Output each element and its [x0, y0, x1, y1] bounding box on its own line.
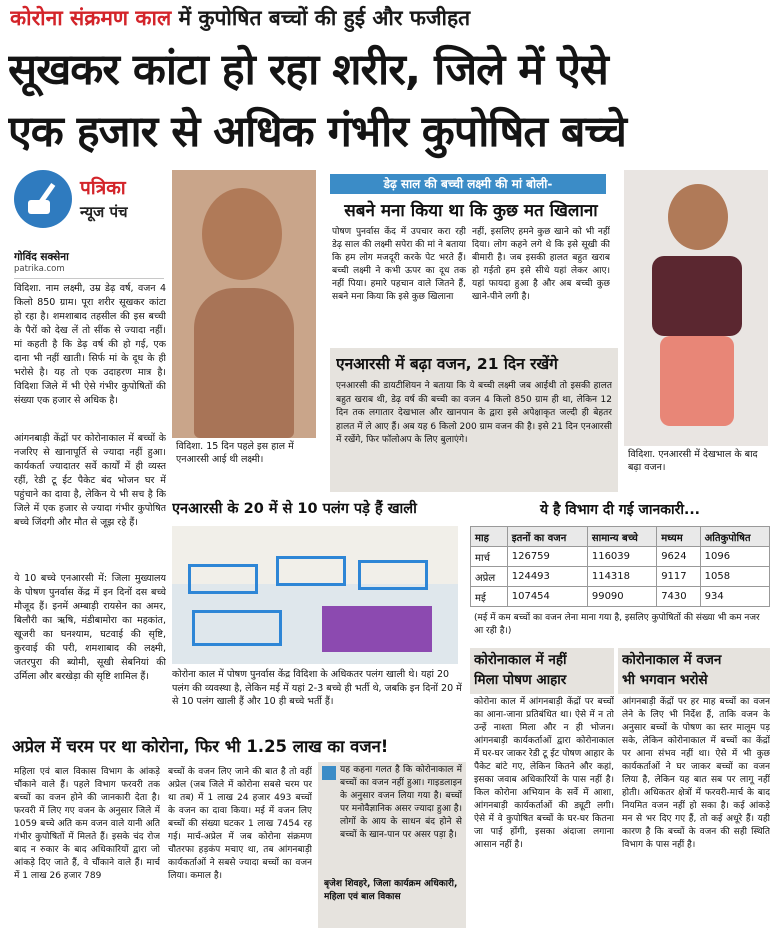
kicker-rest: में कुपोषित बच्चों की हुई और फजीहत	[178, 6, 471, 30]
noration-title-2: मिला पोषण आहार	[474, 672, 567, 688]
table-row	[471, 587, 770, 607]
byline-author: गोविंद सक्सेना	[14, 251, 69, 263]
quote-text: यह कहना गलत है कि कोरोनाकाल में बच्चों का वजन नहीं हुआ। गाइडलाइन के अनुसार वजन लिया गया है। बच्चों पर मनोवैज्ञानिक असर ज्यादा हुआ है। लोगों के आय के साधन बंद होने से बच्चों के खान-पान पर असर पड़ा है।	[340, 765, 462, 840]
quote-byline: बृजेश शिवहरे, जिला कार्यक्रम अधिकारी, महिला एवं बाल विकास	[324, 879, 458, 902]
stats-cell: मार्च	[471, 547, 508, 567]
weight-title-2: भी भगवान भरोसे	[622, 672, 708, 688]
stats-cell: 9117	[657, 567, 700, 587]
stats-table	[470, 526, 770, 607]
stats-cell: 126759	[507, 547, 587, 567]
headline-line2: एक हजार से अधिक गंभीर कुपोषित बच्चे	[8, 107, 626, 157]
mother-text-right: नहीं, इसलिए हमने कुछ खाने को भी नहीं दिया। लोग कहने लगे थे कि इसे सूखी की बीमारी है। जब इसकी हालत बहुत खराब हो गईतो हम इसे सीधे यहां लेकर आए। यहां फायदा हुआ है और अब बच्ची कुछ खाने-पीने लगी है।	[472, 227, 610, 302]
stats-cell: 1058	[700, 567, 769, 587]
mother-band: डेढ़ साल की बच्ची लक्ष्मी की मां बोली-	[330, 174, 606, 194]
kicker-red: कोरोना संक्रमण काल	[10, 6, 172, 30]
weight-body: आंगनबाड़ी केंद्रों पर हर माह बच्चों का वजन लेने के लिए भी निर्देश हैं, ताकि वजन के अनुसार बच्चों के पोषण का स्तर मालूम पड़ सके, लेकिन कोरोनाकाल में बच्चों का केंद्रों पर आना संभव नहीं था। ऐसे में भी कुछ कार्यकर्ताओं ने घर जाकर बच्चों का वजन लिया है, लेकिन यह बात सब पर लागू नहीं होती। अधिकतर क्षेत्रों में फरवरी-मार्च के बाद नियमित वजन नहीं हो सका है। कई आंकड़े मन से भर दिए गए हैं, तो कई अधूरे हैं। यही कारण है कि बच्चों के वजन की सही स्थिति विभाग के पास नहीं है।	[622, 697, 770, 850]
child2-shirt-shape	[652, 256, 742, 336]
mother-title: सबने मना किया था कि कुछ मत खिलाना	[344, 201, 598, 221]
stats-cell: 9624	[657, 547, 700, 567]
nrc-body: एनआरसी की डायटीशियन ने बताया कि ये बच्ची लक्ष्मी जब आईथी तो इसकी हालत बहुत खराब थी, डेढ़ वर्ष की बच्ची का वजन 4 किलो 850 ग्राम ही था, लेकिन 12 दिन तक लगातार देखभाल और खानपान के द्वारा इसे अपेक्षाकृत जल्दी ही बेहतर हालत में ले आए हैं। अब यह 6 किलो 200 ग्राम वजन की है। इसे 21 दिन एनआरसी में रखेंगे, फिर फॉलोअप के लिए बुलाएंगे।	[336, 381, 612, 445]
photo1-caption: विदिशा. 15 दिन पहले इस हाल में एनआरसी आई थी लक्ष्मी।	[176, 441, 294, 465]
fist-pen-icon	[14, 170, 72, 228]
peak-col-a: महिला एवं बाल विकास विभाग के आंकड़े चौंकाने वाले हैं। पहले विभाग फरवरी तक बच्चों का वजन होने की जानकारी देता है। फरवरी में लिए गए वजन के अनुसार जिले में 1059 बच्चे अति कम वजन वाले यानी अति गंभीर कुपोषितों में मिलते हैं। इसके चंद रोज बाद न रुकार के बाद अधिकारियों द्वारा जो आंकड़े दिए जाते हैं, वे चौंकाने वाले हैं। मार्च में 1 लाख 26 हजार 789	[14, 767, 160, 881]
headline-line1: सूखकर कांटा हो रहा शरीर, जिले में ऐसे	[8, 45, 608, 95]
stats-cell: 116039	[587, 547, 656, 567]
byline-site: patrika.com	[14, 264, 65, 274]
stats-cell: 934	[700, 587, 769, 607]
child-photo-after	[624, 170, 768, 446]
stats-note: (मई में कम बच्चों का वजन लेना माना गया है, इसलिए कुपोषितों की संख्या भी कम नजर आ रही है।)	[474, 613, 760, 636]
noration-title-1: कोरोनाकाल में नहीं	[474, 652, 567, 668]
kicker	[10, 4, 770, 40]
bed-shape	[188, 564, 258, 594]
stats-cell: 124493	[507, 567, 587, 587]
stats-header: सामान्य बच्चे	[587, 527, 656, 547]
stats-table-wrap	[470, 526, 770, 610]
mother-text-left: पोषण पुनर्वास केंद में उपचार करा रही डेढ़ साल की लक्ष्मी सपेरा की मां ने बताया कि हम लोग मजदूरी करके पेट भरते हैं। बच्ची लक्ष्मी ने कभी ऊपर का दूध तक नहीं पिया। हमारे पहचान वाले जितने हैं, सबने मना किया कि इसे कुछ खिलाना	[332, 227, 466, 302]
col1-para1: विदिशा. नाम लक्ष्मी, उम्र डेढ़ वर्ष, वजन 4 किलो 850 ग्राम। पूरा शरीर सूखकर कांटा हो रहा है। शमशाबाद तहसील की इस बच्ची के पैरों को देख लें तो सींक से ज्यादा नहीं। मां कहती है कि डेढ़ वर्ष की हो गई, एक दाना भी नहीं खाती। सिर्फ मां के दूध के ही भरोसे है। यह तो एक उदाहरण मात्र है। विदिशा जिले में भी ऐसे गंभीर कुपोषितों की संख्या एक हजार से अधिक है।	[14, 283, 166, 406]
stats-title: ये है विभाग दी गई जानकारी...	[540, 502, 700, 518]
stats-cell: अप्रेल	[471, 567, 508, 587]
floor-mat-shape	[322, 606, 432, 652]
stats-header: अतिकुपोषित	[700, 527, 769, 547]
bed-shape	[276, 556, 346, 586]
weight-title-1: कोरोनाकाल में वजन	[622, 652, 722, 668]
bed-shape	[358, 560, 428, 590]
beds-caption: कोरोना काल में पोषण पुनर्वास केंद्र विदिशा के अधिकतर पलंग खाली थे। यहां 20 पलंग की व्यवस्था है, लेकिन मई में यहां 2-3 बच्चे ही भर्ती थे, जबकि इन दिनों 20 में से 10 पलंग खाली हैं और 10 ही बच्चे भर्ती हैं।	[172, 669, 462, 707]
photo2-caption: विदिशा. एनआरसी में देखभाल के बाद बढ़ा वजन।	[628, 449, 758, 473]
child-face-shape	[202, 188, 282, 280]
col1-para3: ये 10 बच्चे एनआरसी में: जिला मुख्यालय के पोषण पुनर्वास केंद्र में इन दिनों दस बच्चे मौजूद हैं। इनमें अम्बाड़ी रायसेन का अमर, बिलौरी का ऋषि, मंडीबामोरा का महकांत, खूजरी का घनश्याम, घटवाई की सृष्टि, कुरवाई की परी, शमशाबाद की लक्ष्मी, जतरपुरा की ब्योमी, सूखी सेबनियां की उर्मिला और बरखेड़ा की सृष्टि शामिल हैं।	[14, 573, 166, 682]
quote-icon	[322, 766, 336, 780]
stats-header: मध्यम	[657, 527, 700, 547]
peak-col-b: बच्चों के वजन लिए जाने की बात है तो वहीं अप्रेल (जब जिले में कोरोना सबसे चरम पर था तब) में 1 लाख 24 हजार 493 बच्चों के वजन का दावा किया। मई में वजन लिए बच्चों की संख्या घटकर 1 लाख 7454 रह गई। मार्च-अप्रेल में जब कोरोना संक्रमण चौतरफा हड़कंप मचाए था, तब आंगनबाड़ी कार्यकर्ताओं ने सबसे ज्यादा बच्चों का वजन लिया। कमाल है।	[168, 767, 312, 881]
child-photo-before	[172, 170, 316, 438]
child2-pants-shape	[660, 336, 734, 426]
stats-cell: 107454	[507, 587, 587, 607]
stats-cell: 114318	[587, 567, 656, 587]
table-row	[471, 567, 770, 587]
peak-title: अप्रेल में चरम पर था कोरोना, फिर भी 1.25 लाख का वजन!	[12, 737, 389, 756]
stats-header: इतनों का वजन	[507, 527, 587, 547]
child2-face-shape	[668, 184, 728, 250]
child-body-shape	[194, 288, 294, 438]
bed-shape	[192, 610, 282, 646]
table-row	[471, 547, 770, 567]
stats-cell: 7430	[657, 587, 700, 607]
col1-para2: आंगनबाड़ी केंद्रों पर कोरोनाकाल में बच्चों के नजरिए से खानापूर्ति से ज्यादा नहीं हुआ। कार्यकर्ता ज्यादातर सर्वे कार्यों में ही व्यस्त रहीं, रेडी टू ईट पैकेट बंद भोजन घर में पहुंचाने का दावा है, लेकिन ये भी सच है कि जिले में एक हजार से ज्यादा गंभीर कुपोषित बच्चे जिंदगी और मौत से जूझ रहे हैं।	[14, 433, 166, 528]
noration-body: कोरोना काल में आंगनबाड़ी केंद्रों पर बच्चों का आना-जाना प्रतिबंधित था। ऐसे में न तो उन्हें नाश्ता मिला और न ही भोजन। आंगनबाड़ी कार्यकर्ताओं द्वारा कोरोनाकाल में घर-घर जाकर रेडी टू ईट पोषण आहार के पैकेट बांटे गए, लेकिन कितने और कहां, इसका जवाब अधिकारियों के पास नहीं है। किल कोरोना अभियान के सर्वे में आशा, आंगनबाड़ी कार्यकर्ताओं की ड्यूटी लगी। ऐसे में वे कुपोषित बच्चों के घर-घर कितना जा पाई होंगी, इसका अंदाजा लगाना आसान नहीं है।	[474, 697, 614, 850]
brand-name: पत्रिका	[80, 177, 126, 199]
stats-header: माह	[471, 527, 508, 547]
ward-photo	[172, 526, 458, 664]
quote-box	[318, 762, 466, 928]
stats-cell: 1096	[700, 547, 769, 567]
stats-cell: मई	[471, 587, 508, 607]
stats-cell: 99090	[587, 587, 656, 607]
beds-title: एनआरसी के 20 में से 10 पलंग पड़े हैं खाली	[172, 501, 417, 517]
nrc-title: एनआरसी में बढ़ा वजन, 21 दिन रखेंगे	[336, 355, 558, 373]
brand-sub: न्यूज पंच	[80, 203, 128, 221]
byline-rule	[14, 278, 164, 279]
brand-block	[14, 170, 164, 234]
